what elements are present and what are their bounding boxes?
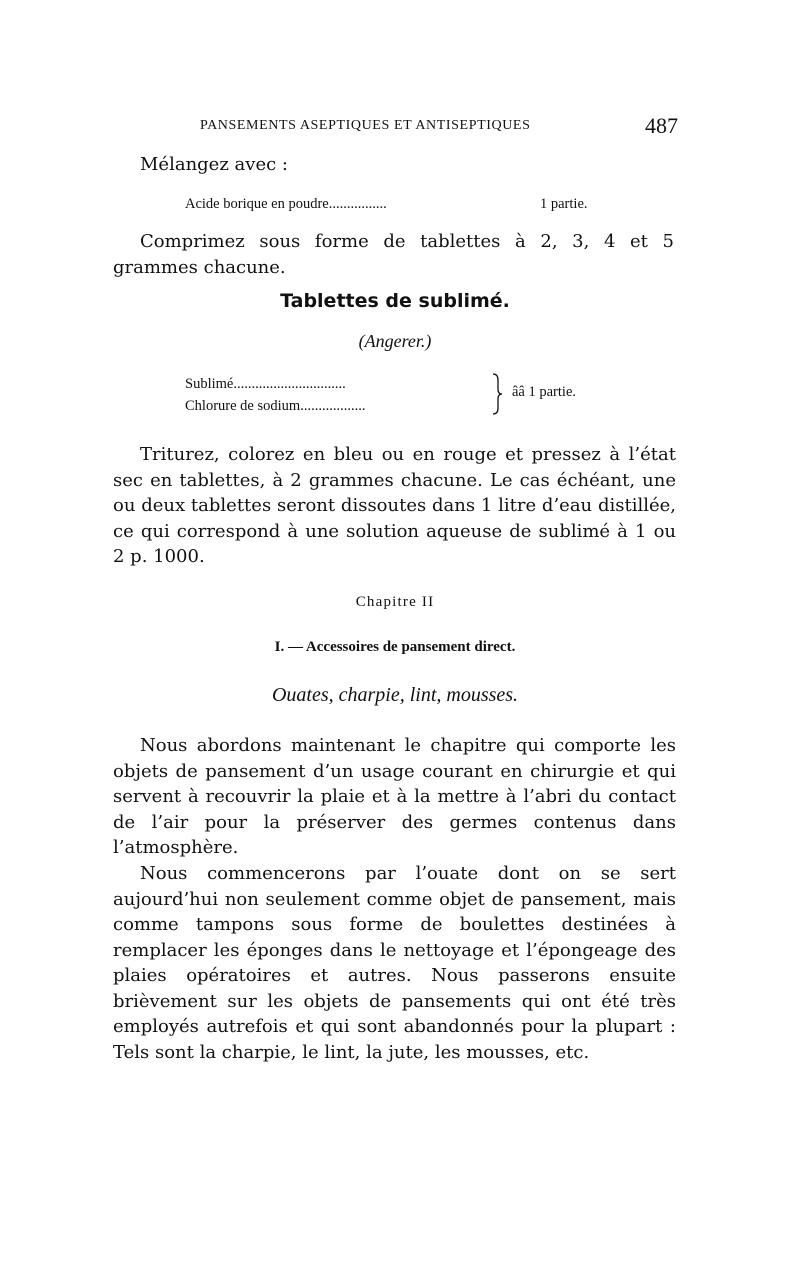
- recipe-line: [185, 196, 615, 213]
- recipe-leader: ................: [328, 196, 387, 212]
- intro-line: Mélangez avec :: [140, 154, 288, 175]
- page-number: 487: [645, 113, 678, 138]
- chapter-label: Chapitre II: [355, 594, 435, 610]
- chapter-heading: I. — Accessoires de pansement direct.: [274, 639, 516, 655]
- recipe-quantity: 1 partie.: [540, 196, 588, 212]
- paragraph-nous-commencerons: Nous commencerons par l’ouate dont on se sert aujourd’hui non seulement comme objet de pansement, mais comme tampons sous forme de boulettes destinées à remplacer les éponges dans le nettoyage et l’épongeage des plaies opératoires et autres. Nous passerons ensuite brièvement sur les objets de pansements qui ont été très employés autrefois et qui sont abandonnés pour la plupart : Tels sont la charpie, le lint, la jute, les mousses, etc.: [113, 863, 676, 1063]
- ingredient-row: [185, 395, 505, 417]
- section-title: Tablettes de sublimé.: [280, 290, 510, 312]
- ingredient-name: Sublimé: [185, 376, 234, 392]
- ingredients-quantity: ââ 1 partie.: [512, 384, 577, 400]
- running-header: PANSEMENTS ASEPTIQUES ET ANTISEPTIQUES: [200, 118, 531, 133]
- paragraph-compress: Comprimez sous forme de tablettes à 2, 3, 4 et 5 grammes chacune.: [113, 231, 674, 278]
- ingredient-leader: ..................: [300, 398, 366, 414]
- recipe-ingredient: Acide borique en poudre: [185, 196, 329, 212]
- ingredient-row: [185, 373, 505, 395]
- ingredient-name: Chlorure de sodium: [185, 398, 301, 414]
- paragraph-triturez: Triturez, colorez en bleu ou en rouge et pressez à l’état sec en tablettes, à 2 grammes chacune. Le cas échéant, une ou deux tablettes seront dissoutes dans 1 litre d’eau distillée, ce qui correspond à une solution aqueuse de sublimé à 1 ou 2 p. 1000.: [113, 444, 676, 567]
- curly-brace-icon: [490, 372, 504, 416]
- ingredient-leader: ...............................: [233, 376, 346, 392]
- chapter-subheading: Ouates, charpie, lint, mousses.: [271, 684, 519, 706]
- section-author: (Angerer.): [358, 331, 432, 351]
- paragraph-nous-abordons: Nous abordons maintenant le chapitre qui comporte les objets de pansement d’un usage courant en chirurgie et qui servent à recouvrir la plaie et à la mettre à l’abri du contact de l’air pour la préserver des germes contenus dans l’atmosphère.: [113, 735, 676, 858]
- ingredient-list: [185, 373, 505, 417]
